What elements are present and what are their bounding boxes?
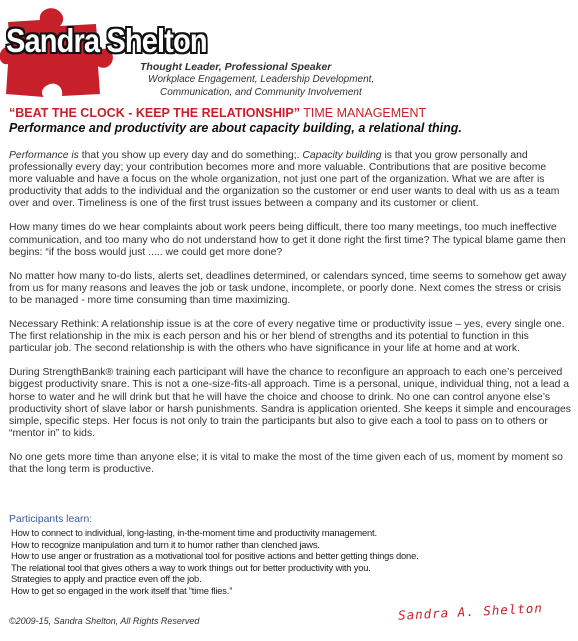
paragraph-text: that you show up every day and do something;. — [78, 150, 303, 161]
paragraph-complaints: How many times do we hear complaints about work peers being difficult, there too many meetings, too much ineffective communication, and too many who do not understand how to get it done right the first time? The typical blame game then begins: “if the boss would just ..... we could get more done? — [9, 222, 566, 258]
paragraph-todo-lists: No matter how many to-do lists, alerts set, deadlines determined, or calendars synced, time seems to somehow get away from us for many reasons and leaves the job or task undone, incomplete, or poorly done. Next comes the stress or crisis to be managed - more time consuming than time maximizing. — [9, 270, 567, 306]
learn-heading: Participants learn: — [9, 514, 93, 525]
article-body — [9, 150, 572, 488]
paragraph-training: During StrengthBank® training each participant will have the chance to reconfigure an approach to each one’s perceived biggest productivity snare. This is not a one-size-fits-all approach. Time is a personal, unique, individual thing, not a lead a horse to water and he will drink but that he will have the choice and choose to drink. No one can control anyone else’s productivity short of slave labor or harsh punishments. Sandra is application oriented. She keeps it simple and encourages simple, specific steps. Her focus is not only to train the participants but also to give each a tool to pass on to others or “mentor in” to kids. — [9, 367, 571, 439]
page-title — [9, 106, 426, 120]
paragraph-performance — [9, 150, 572, 210]
page-header — [0, 0, 578, 105]
signature: Sandra A. Shelton — [397, 600, 544, 623]
paragraph-rethink: Necessary Rethink: A relationship issue is at the core of every negative time or productivity issue – yes, every single one. The first relationship in the mix is each person and his or her blend of strengths and its potential to function in this particular job. The second relationship is with the others who have significance in your life at home and at work. — [9, 319, 565, 355]
tagline-topics-2: Communication, and Community Involvement — [160, 87, 362, 98]
page-title-suffix: TIME MANAGEMENT — [300, 106, 427, 120]
copyright: ©2009-15, Sandra Shelton, All Rights Reserved — [9, 616, 200, 626]
list-item: How to use anger or frustration as a motivational tool for positive actions and better getting things done. — [11, 550, 419, 562]
page-title-main: “BEAT THE CLOCK - KEEP THE RELATIONSHIP” — [9, 106, 300, 120]
list-item: How to get so engaged in the work itself that “time flies.” — [11, 584, 233, 596]
list-item: The relational tool that gives others a way to work things out for better productivity with you. — [11, 561, 371, 573]
performance-term: Performance is — [9, 150, 79, 161]
logo-name: Sandra Shelton — [6, 22, 207, 59]
tagline-topics-1: Workplace Engagement, Leadership Development, — [148, 74, 375, 85]
paragraph-text: is that you grow personally and professionally every day; your contribution becomes more and more valuable. Contributions that are positive become more valuable and have a focus on the whole organization, not just one part of the organization. What we are after is productivity that adds to the individual and the organization so the customer or end user wants to deal with us as a team over and over. Timeliness is one of the first trust issues between a company and its customer or client. — [9, 150, 560, 210]
list-item: How to recognize manipulation and turn it to humor rather than clenched jaws. — [11, 538, 320, 550]
list-item: Strategies to apply and practice even off the job. — [11, 573, 202, 585]
capacity-term: Capacity building — [302, 150, 382, 161]
tagline-role: Thought Leader, Professional Speaker — [140, 61, 332, 73]
page-subtitle: Performance and productivity are about capacity building, a relational thing. — [9, 121, 462, 135]
paragraph-conclusion: No one gets more time than anyone else; it is vital to make the most of the time given each of us, moment by moment so that the long term is productive. — [9, 451, 563, 475]
list-item: How to connect to individual, long-lasting, in-the-moment time and productivity management. — [11, 527, 377, 538]
learn-list — [11, 527, 419, 597]
